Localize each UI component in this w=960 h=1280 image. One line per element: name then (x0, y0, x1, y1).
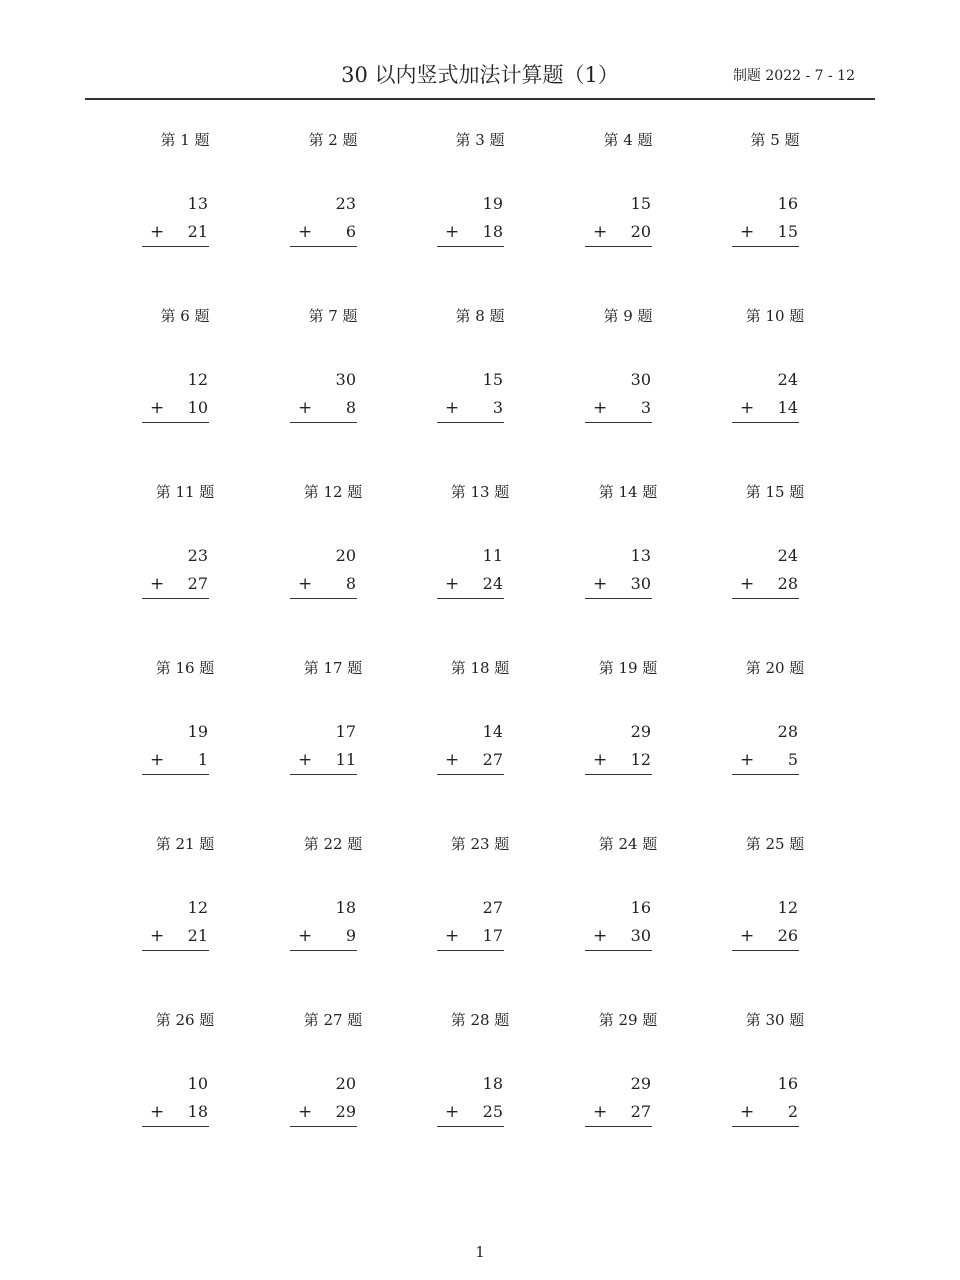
addend-bottom: 9 (345, 926, 356, 945)
problem-item (120, 658, 250, 788)
problem-label: 第 15 题 (745, 483, 805, 501)
problem-item (268, 306, 398, 436)
addend-bottom: 18 (187, 1102, 208, 1121)
addend-top: 19 (482, 194, 503, 213)
plus-sign: + (740, 750, 755, 770)
plus-sign: + (298, 750, 313, 770)
problem-item (120, 1010, 250, 1140)
problem-item (415, 130, 545, 260)
addend-top: 16 (777, 194, 798, 213)
plus-sign: + (445, 1102, 460, 1122)
addend-bottom: 27 (482, 750, 503, 769)
addend-bottom: 25 (482, 1102, 503, 1121)
problem-item (710, 1010, 840, 1140)
addend-top: 30 (335, 370, 356, 389)
problem-label: 第 4 题 (603, 131, 653, 149)
plus-sign: + (740, 398, 755, 418)
problem-item (268, 1010, 398, 1140)
problem-item (415, 658, 545, 788)
page-title: 30 以内竖式加法计算题（1） (341, 63, 619, 87)
problem-label: 第 1 题 (160, 131, 210, 149)
answer-line (732, 598, 799, 599)
problem-label: 第 3 题 (455, 131, 505, 149)
plus-sign: + (150, 574, 165, 594)
problem-item (710, 658, 840, 788)
answer-line (585, 774, 652, 775)
plus-sign: + (298, 1102, 313, 1122)
problem-item (120, 306, 250, 436)
problem-item (710, 482, 840, 612)
plus-sign: + (593, 574, 608, 594)
plus-sign: + (445, 750, 460, 770)
addend-bottom: 8 (345, 574, 356, 593)
addend-top: 20 (335, 546, 356, 565)
problem-label: 第 11 题 (155, 483, 215, 501)
plus-sign: + (445, 574, 460, 594)
addend-top: 23 (187, 546, 208, 565)
problem-label: 第 24 题 (598, 835, 658, 853)
plus-sign: + (593, 750, 608, 770)
addend-bottom: 20 (630, 222, 651, 241)
answer-line (290, 246, 357, 247)
answer-line (142, 598, 209, 599)
plus-sign: + (740, 222, 755, 242)
problem-item (563, 482, 693, 612)
problem-item (268, 658, 398, 788)
problem-item (415, 306, 545, 436)
plus-sign: + (740, 574, 755, 594)
answer-line (142, 950, 209, 951)
problem-label: 第 19 题 (598, 659, 658, 677)
plus-sign: + (298, 574, 313, 594)
plus-sign: + (740, 926, 755, 946)
problem-item (563, 658, 693, 788)
problem-label: 第 12 题 (303, 483, 363, 501)
plus-sign: + (150, 926, 165, 946)
plus-sign: + (298, 398, 313, 418)
problem-label: 第 16 题 (155, 659, 215, 677)
problem-label: 第 30 题 (745, 1011, 805, 1029)
page-number: 1 (475, 1243, 485, 1261)
answer-line (437, 950, 504, 951)
plus-sign: + (740, 1102, 755, 1122)
answer-line (437, 246, 504, 247)
problem-item (563, 1010, 693, 1140)
problem-label: 第 14 题 (598, 483, 658, 501)
addend-bottom: 2 (787, 1102, 798, 1121)
addend-top: 12 (187, 370, 208, 389)
addend-bottom: 14 (777, 398, 798, 417)
answer-line (437, 422, 504, 423)
answer-line (290, 1126, 357, 1127)
addend-bottom: 5 (787, 750, 798, 769)
addend-top: 24 (777, 370, 798, 389)
answer-line (142, 1126, 209, 1127)
answer-line (585, 950, 652, 951)
answer-line (142, 422, 209, 423)
problem-label: 第 27 题 (303, 1011, 363, 1029)
problem-label: 第 10 题 (745, 307, 805, 325)
problem-item (563, 130, 693, 260)
addend-top: 10 (187, 1074, 208, 1093)
answer-line (437, 1126, 504, 1127)
addend-top: 16 (630, 898, 651, 917)
answer-line (732, 1126, 799, 1127)
answer-line (732, 950, 799, 951)
problem-label: 第 26 题 (155, 1011, 215, 1029)
plus-sign: + (593, 926, 608, 946)
addend-bottom: 3 (492, 398, 503, 417)
problem-item (563, 834, 693, 964)
addend-bottom: 30 (630, 574, 651, 593)
addend-bottom: 3 (640, 398, 651, 417)
addend-top: 29 (630, 1074, 651, 1093)
addend-top: 19 (187, 722, 208, 741)
answer-line (585, 598, 652, 599)
addend-top: 12 (777, 898, 798, 917)
problem-item (415, 1010, 545, 1140)
answer-line (290, 950, 357, 951)
answer-line (437, 774, 504, 775)
addend-bottom: 27 (187, 574, 208, 593)
addend-top: 18 (482, 1074, 503, 1093)
problem-label: 第 7 题 (308, 307, 358, 325)
addend-top: 13 (630, 546, 651, 565)
plus-sign: + (298, 222, 313, 242)
problem-label: 第 28 题 (450, 1011, 510, 1029)
problem-label: 第 8 题 (455, 307, 505, 325)
addend-top: 13 (187, 194, 208, 213)
problem-label: 第 2 题 (308, 131, 358, 149)
problem-item (268, 482, 398, 612)
addend-bottom: 30 (630, 926, 651, 945)
addend-bottom: 21 (187, 926, 208, 945)
plus-sign: + (298, 926, 313, 946)
problem-item (120, 130, 250, 260)
plus-sign: + (593, 222, 608, 242)
problem-item (120, 482, 250, 612)
answer-line (732, 774, 799, 775)
addend-bottom: 18 (482, 222, 503, 241)
plus-sign: + (150, 222, 165, 242)
answer-line (585, 422, 652, 423)
plus-sign: + (445, 398, 460, 418)
addend-bottom: 28 (777, 574, 798, 593)
problem-item (710, 834, 840, 964)
problem-item (415, 834, 545, 964)
addend-bottom: 11 (335, 750, 356, 769)
problem-label: 第 29 题 (598, 1011, 658, 1029)
plus-sign: + (150, 398, 165, 418)
problem-item (563, 306, 693, 436)
problem-label: 第 22 题 (303, 835, 363, 853)
problem-label: 第 9 题 (603, 307, 653, 325)
problem-label: 第 5 题 (750, 131, 800, 149)
answer-line (142, 246, 209, 247)
addend-bottom: 24 (482, 574, 503, 593)
addend-bottom: 10 (187, 398, 208, 417)
addend-bottom: 1 (197, 750, 208, 769)
answer-line (585, 246, 652, 247)
problem-item (710, 130, 840, 260)
problem-item (120, 834, 250, 964)
addend-top: 29 (630, 722, 651, 741)
plus-sign: + (445, 926, 460, 946)
answer-line (585, 1126, 652, 1127)
plus-sign: + (445, 222, 460, 242)
problem-label: 第 18 题 (450, 659, 510, 677)
answer-line (290, 598, 357, 599)
plus-sign: + (593, 1102, 608, 1122)
addend-top: 16 (777, 1074, 798, 1093)
addend-top: 12 (187, 898, 208, 917)
addend-top: 27 (482, 898, 503, 917)
addend-bottom: 8 (345, 398, 356, 417)
problem-item (710, 306, 840, 436)
addend-top: 20 (335, 1074, 356, 1093)
addend-bottom: 6 (345, 222, 356, 241)
addend-top: 15 (482, 370, 503, 389)
problem-item (415, 482, 545, 612)
addend-top: 23 (335, 194, 356, 213)
addend-top: 18 (335, 898, 356, 917)
problem-label: 第 21 题 (155, 835, 215, 853)
addend-top: 24 (777, 546, 798, 565)
date-label: 制题 2022 - 7 - 12 (732, 68, 855, 84)
answer-line (290, 774, 357, 775)
addend-bottom: 12 (630, 750, 651, 769)
problem-item (268, 834, 398, 964)
addend-top: 30 (630, 370, 651, 389)
addend-top: 14 (482, 722, 503, 741)
plus-sign: + (150, 1102, 165, 1122)
answer-line (732, 422, 799, 423)
addend-bottom: 27 (630, 1102, 651, 1121)
addend-top: 17 (335, 722, 356, 741)
addend-bottom: 21 (187, 222, 208, 241)
problem-label: 第 20 题 (745, 659, 805, 677)
plus-sign: + (593, 398, 608, 418)
problem-label: 第 17 题 (303, 659, 363, 677)
addend-bottom: 15 (777, 222, 798, 241)
problem-label: 第 25 题 (745, 835, 805, 853)
answer-line (732, 246, 799, 247)
problem-label: 第 23 题 (450, 835, 510, 853)
answer-line (142, 774, 209, 775)
addend-top: 28 (777, 722, 798, 741)
problem-label: 第 6 题 (160, 307, 210, 325)
problem-label: 第 13 题 (450, 483, 510, 501)
answer-line (437, 598, 504, 599)
addend-top: 15 (630, 194, 651, 213)
addend-bottom: 29 (335, 1102, 356, 1121)
addend-bottom: 26 (777, 926, 798, 945)
addend-bottom: 17 (482, 926, 503, 945)
addend-top: 11 (482, 546, 503, 565)
answer-line (290, 422, 357, 423)
problem-item (268, 130, 398, 260)
plus-sign: + (150, 750, 165, 770)
